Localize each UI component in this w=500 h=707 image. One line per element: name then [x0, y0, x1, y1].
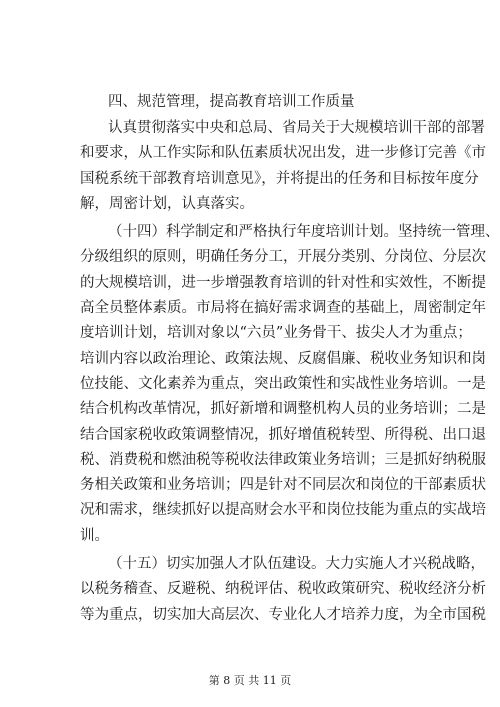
text-line: 培训内容以政治理论、政策法规、反腐倡廉、税收业务知识和岗 [80, 350, 486, 367]
paragraph [80, 116, 486, 217]
paragraph [80, 220, 500, 549]
text-line: 税、消费税和燃油税等税收法律政策业务培训；三是抓好纳税服 [80, 451, 486, 468]
text-line: 等为重点，切实加大高层次、专业化人才培养力度，为全市国税 [80, 606, 486, 623]
text-line: 结合机构改革情况，抓好新增和调整机构人员的业务培训；二是 [80, 401, 486, 418]
text-line: （十五）切实加强人才队伍建设。大力实施人才兴税战略， [108, 556, 485, 573]
text-line: 务相关政策和业务培训；四是针对不同层次和岗位的干部素质状 [80, 477, 486, 494]
text-line: 高全员整体素质。市局将在搞好需求调查的基础上，周密制定年 [80, 300, 486, 317]
section-heading: 四、规范管理，提高教育培训工作质量 [108, 94, 355, 110]
text-line: 训。 [80, 527, 109, 544]
text-line: 况和需求，继续抓好以提高财会水平和岗位技能为重点的实战培 [80, 502, 486, 519]
text-line: 的大规模培训，进一步增强教育培训的针对性和实效性，不断提 [80, 274, 486, 291]
text-line: 结合国家税收政策调整情况，抓好增值税转型、所得税、出口退 [80, 426, 486, 443]
paragraph-container [80, 116, 500, 628]
text-line: 解，周密计划，认真落实。 [80, 195, 254, 212]
paragraph [80, 552, 486, 628]
text-line: 认真贯彻落实中央和总局、省局关于大规模培训干部的部署 [108, 120, 485, 136]
text-line: 国税系统干部教育培训意见》，并将提出的任务和目标按年度分 [80, 170, 479, 187]
text-line: 分级组织的原则，明确任务分工，开展分类别、分岗位、分层次 [80, 249, 486, 266]
text-line: （十四）科学制定和严格执行年度培训计划。坚持统一管理、 [108, 224, 500, 241]
text-line: 以税务稽查、反避税、纳税评估、税收政策研究、税收经济分析 [80, 581, 486, 598]
page-footer: 第 8 页 共 11 页 [208, 674, 292, 687]
text-line: 位技能、文化素养为重点，突出政策性和实战性业务培训。一是 [80, 375, 486, 392]
text-line: 和要求，从工作实际和队伍素质状况出发，进一步修订完善《市 [80, 145, 486, 162]
text-line: 度培训计划，培训对象以“六员”业务骨干、拔尖人才为重点； [80, 325, 472, 342]
document-body [80, 90, 500, 628]
